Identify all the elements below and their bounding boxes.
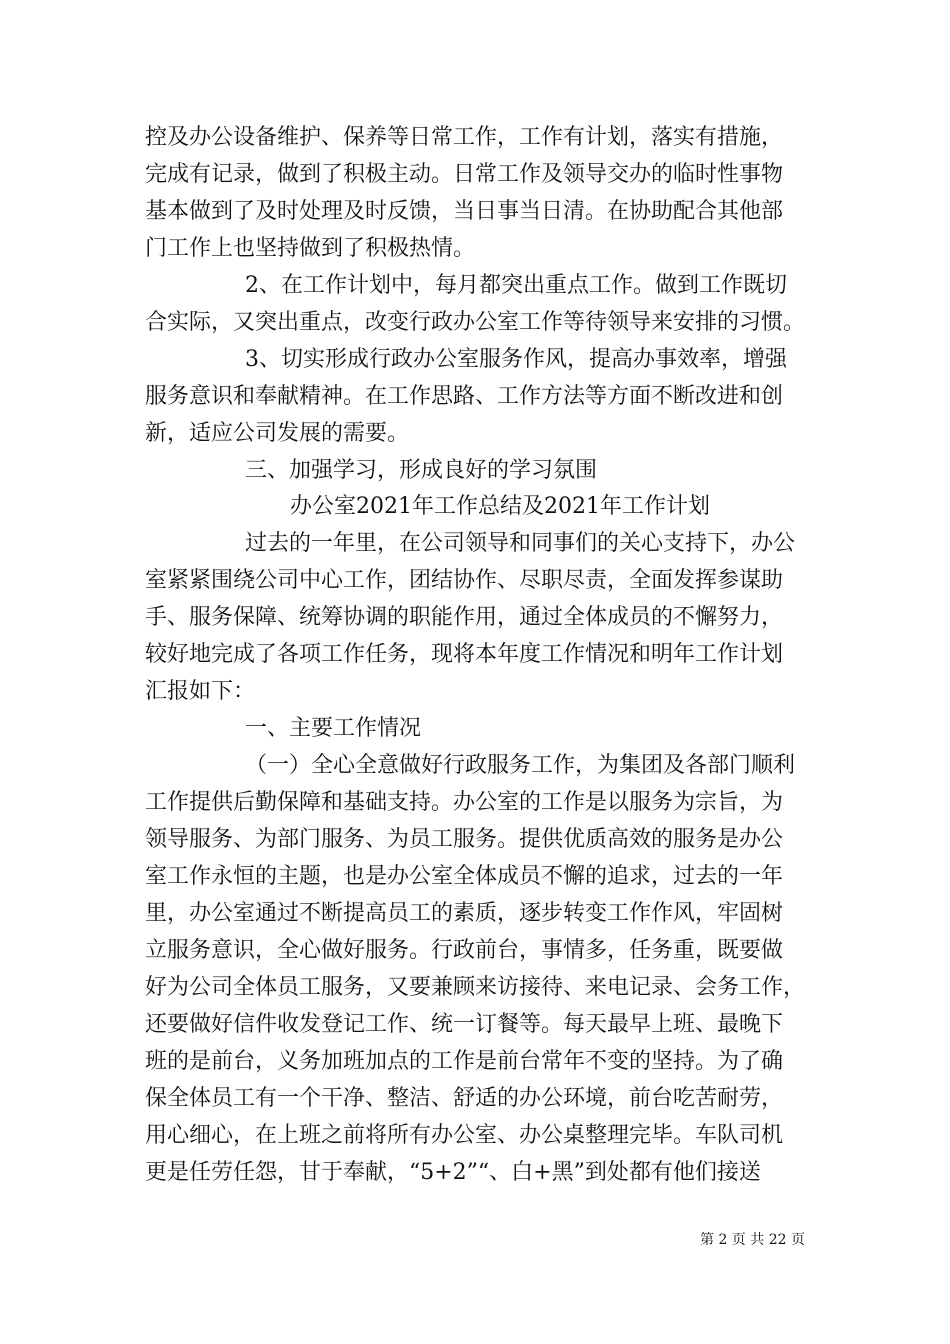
document-title: 办公室2021年工作总结及2021年工作计划 bbox=[290, 494, 710, 519]
text-line: 基本做到了及时处理及时反馈，当日事当日清。在协助配合其他部 bbox=[145, 199, 784, 224]
text-line: 合实际，又突出重点，改变行政办公室工作等待领导来安排的习惯。 bbox=[145, 310, 806, 335]
text-line: 室紧紧围绕公司中心工作，团结协作、尽职尽责，全面发挥参谋助 bbox=[145, 568, 784, 593]
text-line: 新，适应公司发展的需要。 bbox=[145, 421, 410, 446]
text-line: 服务意识和奉献精神。在工作思路、工作方法等方面不断改进和创 bbox=[145, 384, 784, 409]
text-line: 过去的一年里，在公司领导和同事们的关心支持下，办公 bbox=[245, 531, 796, 556]
text-line: 还要做好信件收发登记工作、统一订餐等。每天最早上班、最晚下 bbox=[145, 1012, 784, 1037]
text-line: 里，办公室通过不断提高员工的素质，逐步转变工作作风，牢固树 bbox=[145, 901, 784, 926]
section-heading: 三、加强学习，形成良好的学习氛围 bbox=[245, 458, 598, 483]
text-line: 3、切实形成行政办公室服务作风，提高办事效率，增强 bbox=[245, 347, 787, 372]
text-line: 2、在工作计划中，每月都突出重点工作。做到工作既切 bbox=[245, 273, 787, 298]
text-line: 工作提供后勤保障和基础支持。办公室的工作是以服务为宗旨，为 bbox=[145, 790, 784, 815]
text-line: 较好地完成了各项工作任务，现将本年度工作情况和明年工作计划 bbox=[145, 642, 784, 667]
text-line: 用心细心，在上班之前将所有办公室、办公桌整理完毕。车队司机 bbox=[145, 1123, 784, 1148]
text-line: 保全体员工有一个干净、整洁、舒适的办公环境，前台吃苦耐劳， bbox=[145, 1086, 784, 1111]
text-line: 好为公司全体员工服务，又要兼顾来访接待、来电记录、会务工作， bbox=[145, 975, 806, 1000]
page-number: 第 2 页 共 22 页 bbox=[700, 1232, 805, 1248]
text-line: 室工作永恒的主题，也是办公室全体成员不懈的追求，过去的一年 bbox=[145, 864, 784, 889]
text-line: 门工作上也坚持做到了积极热情。 bbox=[145, 236, 476, 261]
text-line: 汇报如下： bbox=[145, 679, 256, 704]
text-line: 完成有记录，做到了积极主动。日常工作及领导交办的临时性事物 bbox=[145, 162, 784, 187]
text-line: 更是任劳任怨，甘于奉献，“5+2”“、白+黑”到处都有他们接送 bbox=[145, 1160, 761, 1185]
text-line: 控及办公设备维护、保养等日常工作，工作有计划，落实有措施， bbox=[145, 125, 784, 150]
text-line: （一）全心全意做好行政服务工作，为集团及各部门顺利 bbox=[245, 753, 796, 778]
section-heading: 一、主要工作情况 bbox=[245, 716, 422, 741]
text-line: 领导服务、为部门服务、为员工服务。提供优质高效的服务是办公 bbox=[145, 827, 784, 852]
text-line: 手、服务保障、统筹协调的职能作用，通过全体成员的不懈努力， bbox=[145, 605, 784, 630]
text-line: 班的是前台，义务加班加点的工作是前台常年不变的坚持。为了确 bbox=[145, 1049, 784, 1074]
text-line: 立服务意识，全心做好服务。行政前台，事情多，任务重，既要做 bbox=[145, 938, 784, 963]
